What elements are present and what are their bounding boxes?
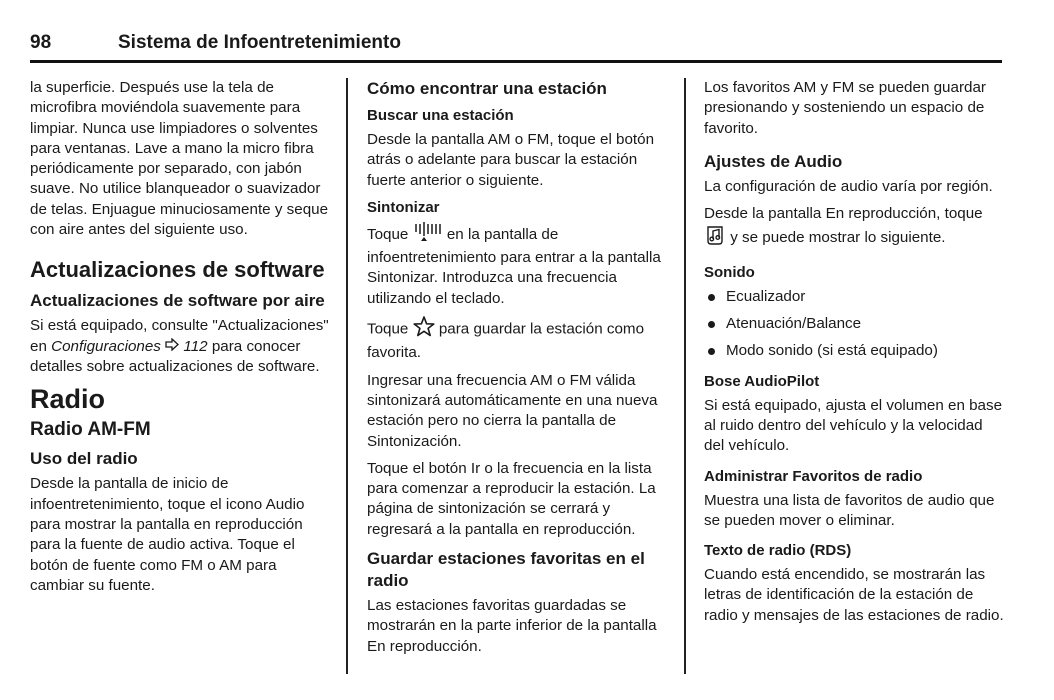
star-icon [413,316,435,343]
use-heading: Uso del radio [30,449,138,469]
software-updates-heading: Actualizaciones de software [30,257,325,283]
fav-text-b: para guardar la estación como favorita. [367,320,645,362]
page-number: 98 [30,32,52,53]
column-middle [367,78,667,664]
section-title: Sistema de Infoentretenimiento [118,32,401,53]
find-station-heading: Cómo encontrar una estación [367,79,607,98]
ota-paragraph [30,316,330,377]
tune-dial-icon [413,222,443,248]
bose-paragraph: Si está equipado, ajusta el volumen en base al ruido dentro del vehículo y la velocidad del vehículo. [704,396,1003,455]
ota-ref-page: 112 [183,337,208,355]
tune-text-b: en la pantalla de infoentretenimiento para entrar a la pantalla Sintonizar. Introduzca una frecuencia utilizando el teclado. [367,226,661,307]
column-right [704,78,1004,633]
go-button-paragraph: Toque el botón Ir o la frecuencia en la lista para comenzar a reproducir la estación. La página de sintonización se cerrará y regresará a la pantalla en reproducción. [367,459,656,538]
tune-text-a: Toque [367,226,409,244]
page-ref-arrow-icon [165,337,179,357]
nowplaying-text-a: Desde la pantalla En reproducción, toque [704,205,983,223]
fav-text-a: Toque [367,320,409,338]
favorites-hold-paragraph: Los favoritos AM y FM se pueden guardar presionando y sosteniendo un espacio de favorito. [704,79,986,137]
search-paragraph: Desde la pantalla AM o FM, toque el botón atrás o adelante para buscar la estación fuerte anterior o siguiente. [367,131,655,189]
ota-text-b: para conocer detalles sobre actualizaciones de software. [30,337,320,376]
manage-favorites-heading: Administrar Favoritos de radio [704,467,923,485]
nowplaying-text-b: y se puede mostrar lo siguiente. [730,229,946,247]
rds-heading: Texto de radio (RDS) [704,542,852,560]
column-divider [684,78,686,674]
tune-paragraph [367,222,667,309]
rds-paragraph: Cuando está encendido, se mostrarán las letras de identificación de la estación de radio y mensajes de las estaciones de radio. [704,566,1004,624]
enter-frequency-paragraph: Ingresar una frecuencia AM o FM válida sintonizará automáticamente en una nueva estación pero no cierra la pantalla de Sintonización. [367,371,658,450]
column-divider [346,78,348,674]
list-item: Ecualizador [704,287,1004,307]
save-favorites-paragraph: Las estaciones favoritas guardadas se mostrarán en la parte inferior de la pantalla En reproducción. [367,597,657,655]
manage-favorites-paragraph: Muestra una lista de favoritos de audio que se pueden mover o eliminar. [704,491,995,529]
search-station-heading: Buscar una estación [367,107,514,124]
list-item: Modo sonido (si está equipado) [704,341,1004,361]
list-item: Atenuación/Balance [704,314,1004,334]
page-header [30,30,1002,63]
now-playing-paragraph [704,204,1004,253]
audio-region-paragraph: La configuración de audio varía por región. [704,177,993,195]
intro-paragraph: la superficie. Después use la tela de microfibra moviéndola suavemente para limpiar. Nunca use limpiadores o solventes para ventanas. Lave a mano la micro fibra periódicamente por separado, con jabón suave. No utilice blanqueador o suavizador de telas. Enjuague minuciosamente y seque con aire antes del siguiente uso. [30,79,329,239]
audio-settings-heading: Ajustes de Audio [704,151,843,171]
use-paragraph: Desde la pantalla de inicio de infoentretenimiento, toque el icono Audio para mostrar la pantalla en reproducción para la fuente de audio activa. Toque el botón de fuente como FM o AM para cambiar su fuente. [30,475,305,594]
audio-settings-icon [704,224,726,252]
sound-heading: Sonido [704,263,755,281]
sound-list [704,287,1004,362]
column-left [30,78,330,603]
tune-heading: Sintonizar [367,198,440,216]
radio-heading: Radio [30,384,106,415]
am-fm-heading: Radio AM-FM [30,419,151,441]
save-favorites-heading: Guardar estaciones favoritas en el radio [367,549,645,591]
bose-heading: Bose AudioPilot [704,372,820,390]
ota-ref-title: Configuraciones [51,337,161,355]
favorite-paragraph [367,316,667,364]
ota-text-a: Si está equipado, consulte "Actualizaciones" en [30,317,329,355]
ota-heading: Actualizaciones de software por aire [30,291,325,311]
